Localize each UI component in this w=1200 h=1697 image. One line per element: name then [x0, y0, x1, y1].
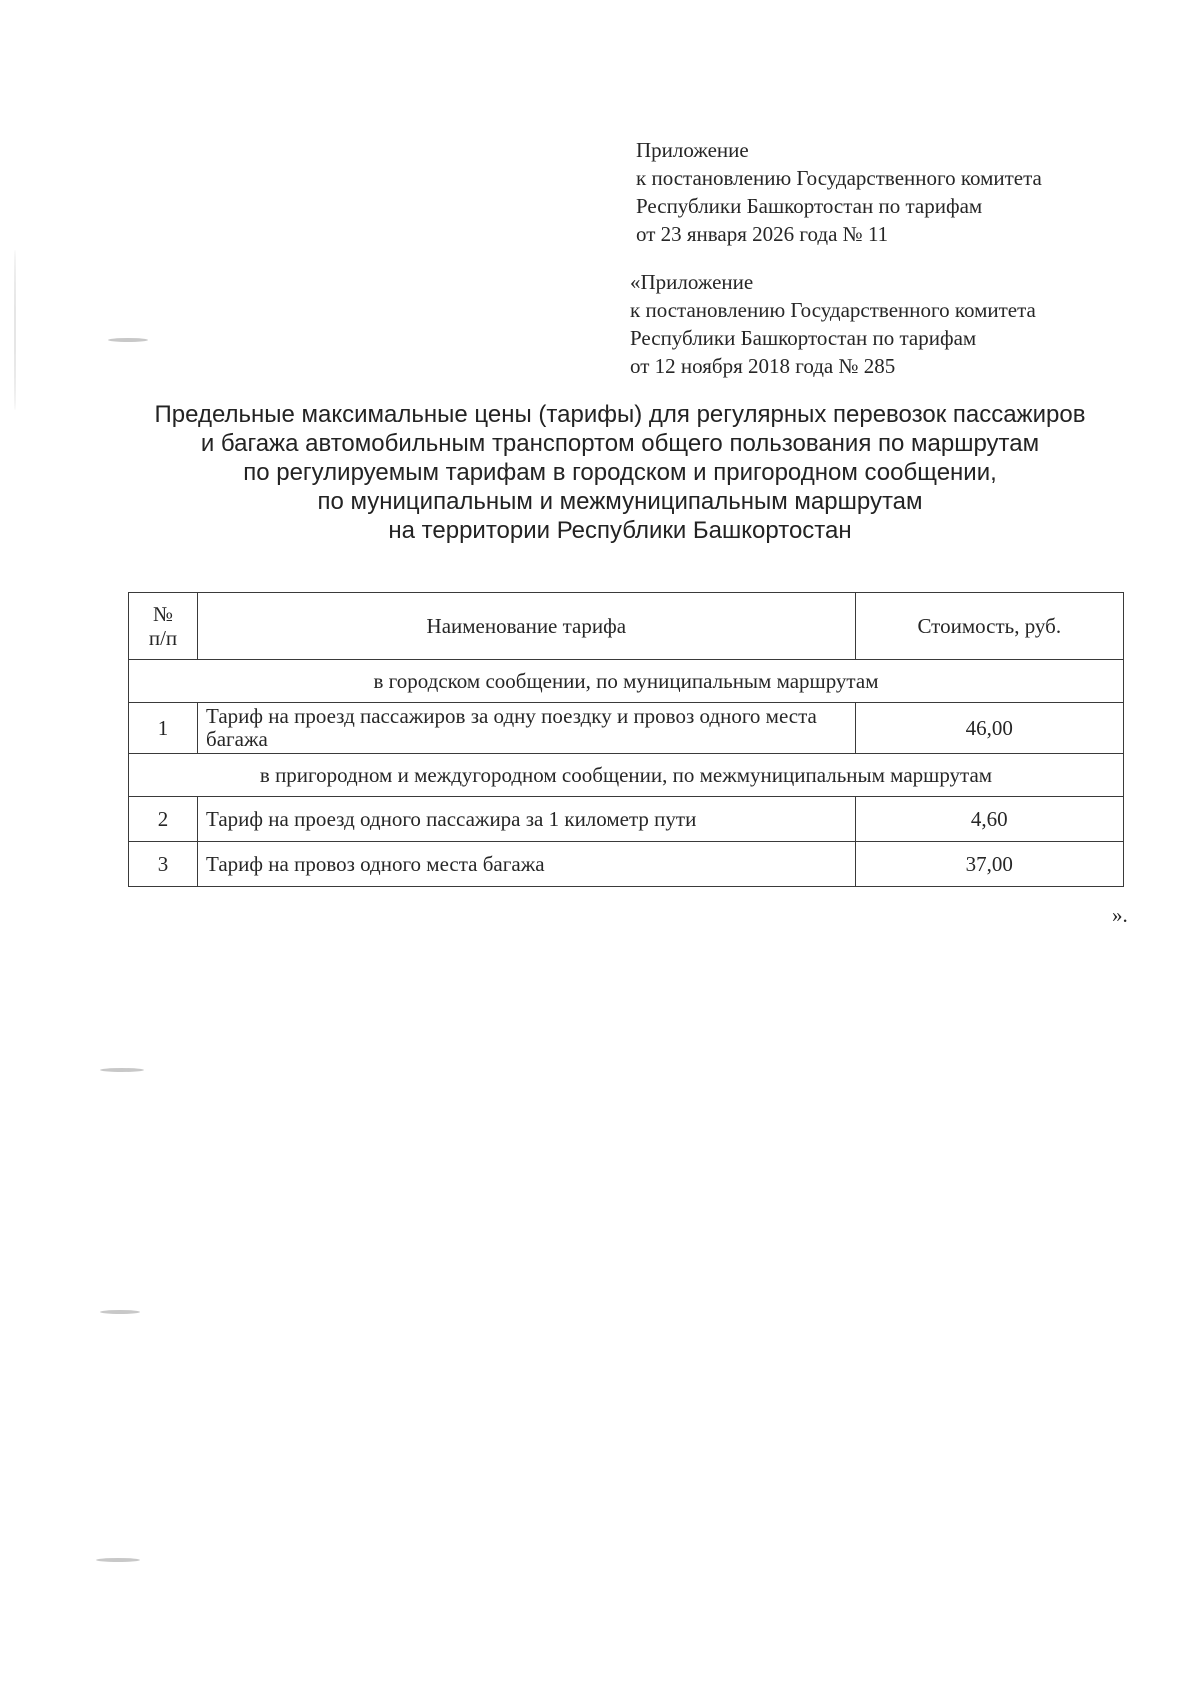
number-header-abbrev: п/п [148, 626, 178, 650]
attachment-line: Республики Башкортостан по тарифам [630, 326, 977, 350]
number-column-header [129, 593, 198, 660]
tariff-name: Тариф на проезд одного пассажира за 1 километр пути [198, 797, 856, 842]
title-line: Предельные максимальные цены (тарифы) для регулярных перевозок пассажиров [154, 401, 1086, 428]
scan-speck [100, 1310, 140, 1314]
tariff-name: Тариф на провоз одного места багажа [198, 842, 856, 887]
number-header-symbol: № [153, 602, 174, 626]
closing-quote-mark: ». [1112, 903, 1128, 927]
scan-speck [100, 1068, 144, 1072]
scan-speck [108, 338, 148, 342]
attachment-line: к постановлению Государственного комитета [630, 298, 1036, 322]
attachment-line: Республики Башкортостан по тарифам [636, 194, 983, 218]
attachment-header-current [636, 136, 1042, 248]
title-line: по регулируемым тарифам в городском и пригородном сообщении, [243, 459, 997, 486]
row-number: 2 [129, 797, 198, 842]
table-row [129, 842, 1124, 887]
title-line: по муниципальным и межмуниципальным маршрутам [317, 488, 923, 515]
row-number: 1 [129, 703, 198, 754]
attachment-line: от 23 января 2026 года № 11 [636, 222, 889, 246]
section-title: в городском сообщении, по муниципальным маршрутам [129, 660, 1124, 703]
attachment-line: «Приложение [630, 270, 754, 294]
attachment-header-amended [630, 268, 1036, 380]
scan-speck [96, 1558, 140, 1562]
name-column-header: Наименование тарифа [198, 593, 856, 660]
table-header-row [129, 593, 1124, 660]
title-line: и багажа автомобильным транспортом общего пользования по маршрутам [200, 430, 1040, 457]
attachment-line: Приложение [636, 138, 749, 162]
attachment-line: от 12 ноября 2018 года № 285 [630, 354, 896, 378]
tariff-cost: 46,00 [855, 703, 1123, 754]
tariff-cost: 4,60 [855, 797, 1123, 842]
tariff-table [128, 592, 1124, 887]
tariff-name: Тариф на проезд пассажиров за одну поездку и провоз одного места багажа [198, 703, 856, 754]
cost-column-header: Стоимость, руб. [855, 593, 1123, 660]
table-row [129, 797, 1124, 842]
table-row [129, 703, 1124, 754]
section-row [129, 754, 1124, 797]
document-title [130, 400, 1110, 545]
scan-speck [14, 250, 16, 410]
section-row [129, 660, 1124, 703]
row-number: 3 [129, 842, 198, 887]
section-title: в пригородном и междугородном сообщении, по межмуниципальным маршрутам [129, 754, 1124, 797]
attachment-line: к постановлению Государственного комитета [636, 166, 1042, 190]
title-line: на территории Республики Башкортостан [388, 517, 852, 544]
tariff-cost: 37,00 [855, 842, 1123, 887]
